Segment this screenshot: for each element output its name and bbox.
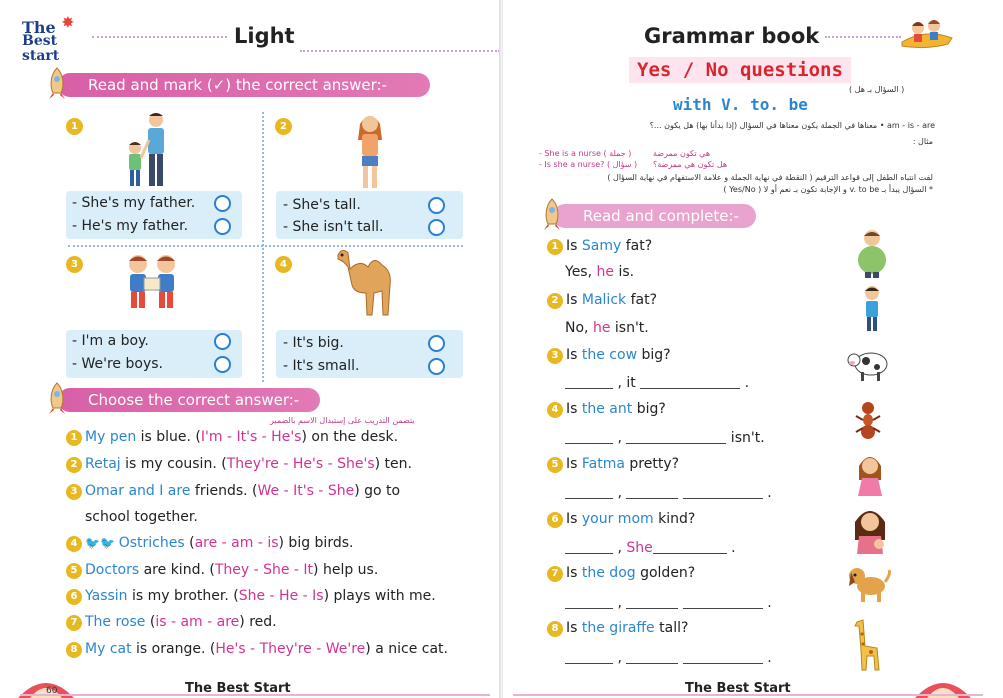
choose-question (85, 509, 198, 525)
answer-blank[interactable] (565, 652, 613, 664)
sentence-fragment: ( (145, 614, 156, 630)
sentence-fragment: your mom (581, 511, 654, 527)
sentence-fragment: is. (614, 264, 635, 280)
sentence-fragment: friends. ( (190, 483, 258, 499)
answer-circle[interactable] (428, 358, 445, 375)
camel-image (330, 245, 400, 320)
sentence-fragment: fat? (626, 292, 658, 308)
sentence-fragment: My cat (85, 641, 132, 657)
answer-text: isn't. (726, 430, 765, 446)
answer-blank[interactable] (653, 542, 727, 554)
complete-question (547, 456, 679, 473)
ant-image (853, 400, 883, 440)
answer-blank[interactable] (565, 542, 613, 554)
sentence-fragment: I'm - It's - He's (200, 429, 302, 445)
answer-circle[interactable] (214, 333, 231, 350)
topic-title: Yes / No questions (629, 57, 851, 83)
sentence-fragment: ( (184, 535, 195, 551)
complete-question (547, 401, 666, 418)
question-number: 7 (547, 566, 563, 582)
answer-line[interactable] (565, 320, 649, 336)
sentence-fragment: Is (566, 456, 582, 472)
sentence-fragment: They - She - It (214, 562, 314, 578)
sentence-fragment: ) help us. (313, 562, 379, 578)
sentence-fragment: Is (566, 620, 582, 636)
thin-boy-image (858, 284, 886, 332)
question-number: 8 (66, 642, 82, 658)
question-number: 1 (547, 239, 563, 255)
sentence-fragment: the giraffe (581, 620, 655, 636)
answer-line[interactable] (565, 264, 634, 280)
question-number: 8 (547, 621, 563, 637)
dog-image (847, 562, 891, 604)
question-number: 1 (66, 430, 82, 446)
sentence-fragment: Yes, (565, 264, 597, 280)
rocket-icon (44, 382, 70, 416)
question-number: 3 (66, 484, 82, 500)
choose-question (66, 614, 277, 631)
topic-subtitle: with V. to. be (673, 95, 808, 114)
sentence-fragment: He's - They're - We're (215, 641, 366, 657)
sentence-fragment: ) red. (239, 614, 277, 630)
sentence-fragment: ) on the desk. (301, 429, 399, 445)
father-child-image (118, 110, 178, 190)
sentence-fragment: No, (565, 320, 593, 336)
sentence-fragment: Omar and I are (85, 483, 191, 499)
sentence-fragment: is my cousin. ( (120, 456, 227, 472)
question-number: 5 (66, 563, 82, 579)
choose-question (66, 456, 412, 473)
sentence-fragment: are - am - is (194, 535, 279, 551)
question-number: 6 (547, 512, 563, 528)
answer-circle[interactable] (428, 335, 445, 352)
sentence-fragment: Malick (581, 292, 627, 308)
complete-question (547, 511, 695, 528)
sentence-fragment: Is (566, 565, 582, 581)
answer-blank[interactable] (565, 377, 613, 389)
star-icon: ✸ (62, 15, 74, 31)
sentence-fragment: Is (566, 238, 582, 254)
sentence-fragment: is blue. ( (136, 429, 201, 445)
sentence-fragment: Fatma (581, 456, 625, 472)
answer-text: , it (613, 375, 641, 391)
sentence-fragment: Samy (581, 238, 622, 254)
question-number: 4 (66, 536, 82, 552)
tall-girl-image (350, 110, 390, 190)
girl-fatma-image (855, 452, 885, 498)
sentence-fragment: are kind. ( (139, 562, 215, 578)
question-number: 2 (547, 293, 563, 309)
complete-question (547, 620, 688, 637)
giraffe-image (849, 616, 883, 672)
answer-circle[interactable] (214, 195, 231, 212)
sentence-fragment: We - It's - She (257, 483, 355, 499)
sentence-fragment: She - He - Is (238, 588, 324, 604)
fat-boy-image (856, 228, 888, 278)
sentence-fragment: the dog (581, 565, 636, 581)
answer-circle[interactable] (428, 197, 445, 214)
sentence-fragment: is orange. ( (131, 641, 216, 657)
ostrich-icon: 🐦🐦 (85, 536, 119, 550)
sentence-fragment: the cow (581, 347, 638, 363)
sentence-fragment: ) plays with me. (323, 588, 436, 604)
answer-circle[interactable] (214, 218, 231, 235)
sentence-fragment: Yassin (85, 588, 128, 604)
sentence-fragment: Is (566, 401, 582, 417)
sentence-fragment: Retaj (85, 456, 121, 472)
question-number: 6 (66, 589, 82, 605)
sentence-fragment: ) big birds. (278, 535, 354, 551)
sentence-fragment: ) ten. (374, 456, 412, 472)
sentence-fragment: ) go to (354, 483, 401, 499)
sentence-fragment: big? (637, 347, 671, 363)
answer-line[interactable]: , it . (565, 375, 749, 391)
rocket-icon (44, 67, 70, 101)
sentence-fragment: ) a nice cat. (365, 641, 448, 657)
choose-question (66, 483, 400, 500)
page-title: Light (234, 24, 295, 48)
answer-blank[interactable] (626, 652, 678, 664)
sentence-fragment: Is (566, 292, 582, 308)
choose-question (66, 562, 378, 579)
answer-blank[interactable] (683, 652, 763, 664)
choose-question (66, 588, 436, 605)
sentence-fragment: golden? (635, 565, 696, 581)
sentence-fragment: is my brother. ( (127, 588, 239, 604)
choose-question (66, 535, 353, 552)
answer-blank[interactable] (626, 597, 678, 609)
complete-question (547, 292, 657, 309)
answer-text: She (626, 540, 653, 556)
choose-question (66, 641, 448, 658)
answer-line[interactable]: , . (565, 595, 772, 611)
sentence-fragment: is - am - are (155, 614, 240, 630)
kids-on-plane-image (898, 14, 954, 54)
question-number: 7 (66, 615, 82, 631)
sentence-fragment: tall? (654, 620, 689, 636)
sentence-fragment: school together. (85, 509, 198, 525)
two-boys-image (122, 252, 182, 312)
sentence-fragment: fat? (621, 238, 653, 254)
sentence-fragment: My pen (85, 429, 137, 445)
answer-blank[interactable] (683, 597, 763, 609)
answer-blank[interactable] (626, 487, 678, 499)
answer-blank[interactable] (565, 597, 613, 609)
section-header-choose: Choose the correct answer:- (58, 388, 320, 412)
sentence-fragment: kind? (653, 511, 696, 527)
sentence-fragment: They're - He's - She's (226, 456, 375, 472)
question-number: 5 (547, 457, 563, 473)
answer-line[interactable]: , She . (565, 540, 736, 556)
complete-question (547, 347, 671, 364)
answer-line[interactable]: , . (565, 650, 772, 666)
answer-circle[interactable] (428, 219, 445, 236)
section-header-read-mark: Read and mark (✓) the correct answer:- (58, 73, 430, 97)
mom-image (853, 506, 887, 554)
sentence-fragment: Is (566, 511, 582, 527)
sentence-fragment: he (592, 320, 611, 336)
sentence-fragment: the ant (581, 401, 633, 417)
answer-blank[interactable] (565, 432, 613, 444)
complete-question (547, 238, 652, 255)
sentence-fragment: pretty? (624, 456, 680, 472)
question-number: 4 (547, 402, 563, 418)
right-page: Grammar book Yes / No questions with V. to. be ( السؤال بـ هل ) am - is - are • معناها في الجملة يكون معناها في السؤال (إذا بدأنا بها) هل يكون ...؟ مثال : - She is a nurse ( جملة ) هي تكون ممرضة - Is she a nurse? ( سؤال ) هل تكون هي ممرضة؟ لفت انتباه الطفل إلى قواعد الترقيم ( النقطة في نهاية الجملة و علامة الاستفهام في نهاية السؤال ) * السؤال يبدأ بـ v. to be و الإجابة تكون بـ نعم أو لا ( Yes/No ) Read and complete:- 1 Is Samy fat? Yes, he is. 2 Is Malick fat? No, he isn't. 3 Is the cow big? , it . 4 Is the ant big? , isn't. 5 Is Fatma pretty? , . 6 Is your mom kind? , She . 7 Is the dog golden? , . 8 Is the giraffe tall? , . The Best Start (503, 0, 1003, 698)
sentence-fragment: he (596, 264, 614, 280)
rocket-icon (539, 198, 565, 232)
answer-circle[interactable] (214, 356, 231, 373)
answer-blank[interactable] (565, 487, 613, 499)
sentence-fragment: Is (566, 347, 582, 363)
choose-question (66, 429, 398, 446)
answer-blank[interactable] (626, 432, 726, 444)
question-number: 2 (66, 457, 82, 473)
sentence-fragment: isn't. (610, 320, 649, 336)
answer-line[interactable]: , . (565, 485, 772, 501)
sentence-fragment: big? (632, 401, 666, 417)
sentence-fragment: Ostriches (118, 535, 185, 551)
answer-line[interactable]: , isn't. (565, 430, 765, 446)
answer-blank[interactable] (640, 377, 740, 389)
logo: The ✸ Best start (22, 15, 74, 64)
answer-blank[interactable] (683, 487, 763, 499)
complete-question (547, 565, 695, 582)
sentence-fragment: Doctors (85, 562, 140, 578)
page-title: Grammar book (644, 24, 820, 48)
sentence-fragment: The rose (85, 614, 146, 630)
left-page: The ✸ Best start Light Read and mark (✓) the correct answer:- 1 - She's my father. - He's my father. 2 - She's tall. - She isn't tall. 3 - I'm a boy. - We're boys. 4 - It's big. - It's small. Choose the correct answer:- يتضمن التدريب على إستبدال الاسم بالضمير 1 My pen is blue. (I'm - It's - He's) on the desk. 2 Retaj is my cousin. (They're - He's - She's) ten. 3 Omar and I are friends. (We - It's - She) go to school together. 4 🐦🐦 Ostriches (are - am - is) big birds. 5 Doctors are kind. (They - She - It) help us. 6 Yassin is my brother. (She - He - Is) plays with me. 7 The rose (is - am - are) red. 8 My cat is orange. (He's - They're - We're) a nice cat. 60 The Best Start (0, 0, 500, 698)
question-number: 3 (547, 348, 563, 364)
cow-image (847, 344, 889, 384)
section-header-read-complete: Read and complete:- (553, 204, 756, 228)
